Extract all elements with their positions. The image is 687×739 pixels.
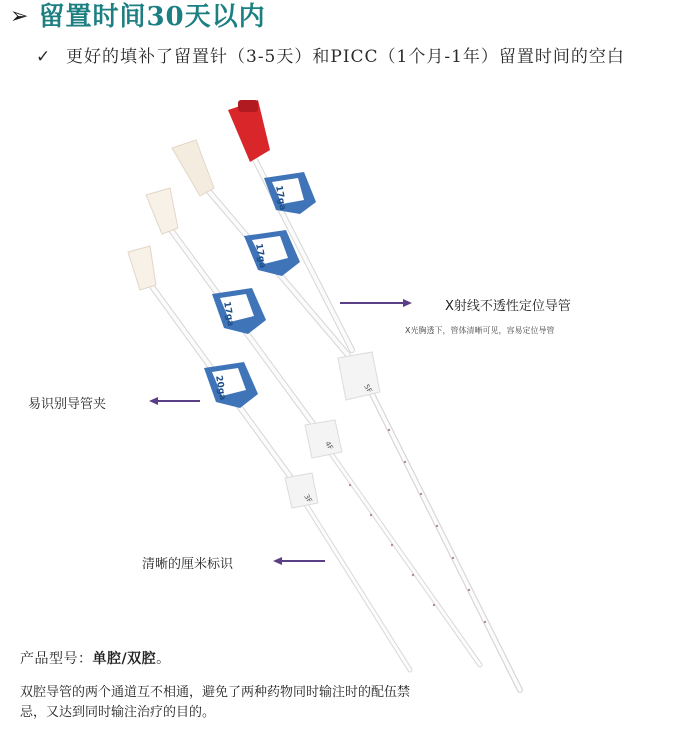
tube-size-mark: 5F (362, 383, 374, 395)
arrow-left-icon (273, 557, 282, 565)
junction-hub (285, 473, 318, 508)
cm-mark-dot (468, 589, 470, 591)
product-model-value: 单腔/双腔 (92, 651, 157, 667)
tube-size-mark: 3F (302, 493, 314, 505)
clamp-gauge-label: 17ga (273, 184, 288, 212)
callout-xray-title: X射线不透性定位导管 (445, 299, 571, 314)
cm-mark-dot (433, 604, 435, 606)
callout-xray-subtitle: X光胸透下，管体清晰可见，容易定位导管 (405, 326, 555, 335)
clamp-gauge-label: 17ga (253, 242, 268, 270)
product-model (20, 648, 171, 668)
junction-hub (305, 420, 342, 458)
cm-mark-dot (370, 514, 372, 516)
cm-mark-dot (391, 544, 393, 546)
cm-mark-dot (412, 574, 414, 576)
catheter-hubs (128, 100, 270, 290)
white-hub (172, 140, 214, 196)
product-model-end: 。 (156, 651, 171, 667)
callout-cm-marks: 清晰的厘米标识 (142, 557, 234, 572)
catheter-tube (325, 445, 480, 665)
catheter-tube (300, 495, 410, 670)
cm-mark-dot (388, 429, 390, 431)
callout-clamp: 易识别导管夹 (28, 397, 107, 412)
arrow-bullet-icon: ➢ (10, 4, 29, 29)
product-model-label: 产品型号： (20, 651, 93, 667)
cm-mark-dot (436, 525, 438, 527)
feature-text: 更好的填补了留置针（3-5天）和PICC（1个月-1年）留置时间的空白 (66, 47, 625, 67)
tube-size-mark: 4F (323, 440, 335, 452)
cm-mark-dot (452, 557, 454, 559)
cm-mark-dot (404, 461, 406, 463)
cm-marks (349, 429, 486, 623)
clamp-gauge-label: 17ga (221, 300, 236, 328)
red-hub-cap (238, 100, 258, 112)
cm-mark-dot (420, 493, 422, 495)
section-title: 留置时间30天以内 (38, 2, 266, 32)
white-hub (146, 188, 178, 234)
check-icon: ✓ (36, 47, 52, 67)
catheter-tubes (140, 150, 520, 690)
cm-mark-dot (484, 621, 486, 623)
junction-hub (338, 352, 380, 400)
clamp-gauge-label: 20ga (213, 374, 228, 402)
description-paragraph: 双腔导管的两个通道互不相通，避免了两种药物同时输注时的配伍禁忌，又达到同时输注治疗的目的。 (20, 685, 411, 720)
cm-mark-dot (349, 484, 351, 486)
junction-hubs (285, 352, 380, 508)
white-hub (128, 246, 156, 290)
arrow-right-icon (403, 299, 412, 307)
arrow-left-icon (149, 397, 158, 405)
